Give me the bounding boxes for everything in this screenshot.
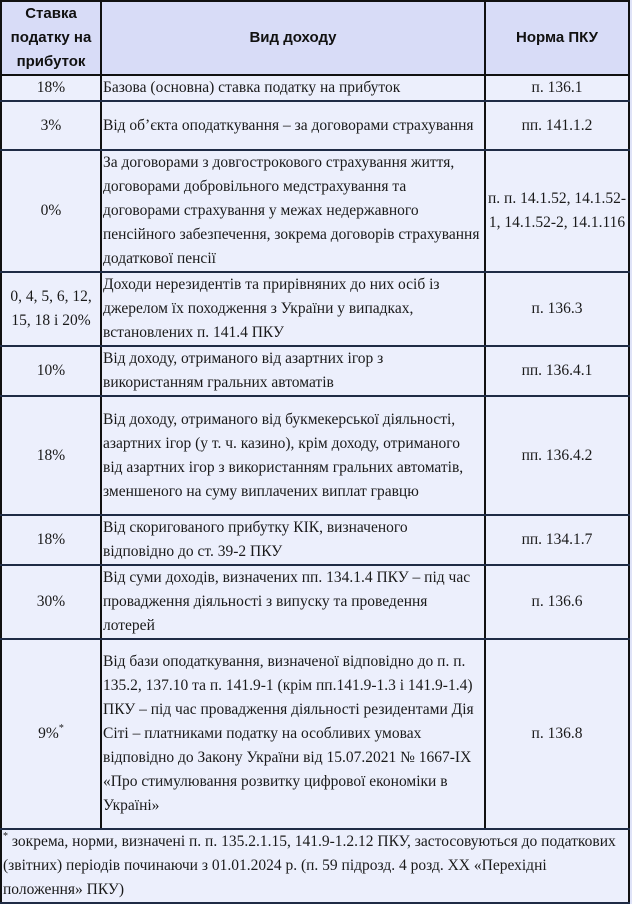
norm-cell: пп. 134.1.7	[485, 515, 629, 565]
income-type-cell: За договорами з довгострокового страхування життя, договорами добровільного медстрахування та договорами страхування у межах недержавного пенсійного забезпечення, зокрема договорів страхування додаткової пенсії	[101, 150, 485, 272]
rate-cell: 18%	[1, 396, 101, 515]
table-row	[1, 396, 629, 515]
table-row	[1, 75, 629, 101]
income-type-cell: Від доходу, отриманого від букмекерської діяльності, азартних ігор (у т. ч. казино), крім доходу, отриманого від азартних ігор з використанням гральних автоматів, зменшеного на суму виплачених виплат гравцю	[101, 396, 485, 515]
table-row	[1, 515, 629, 565]
norm-cell: пп. 141.1.2	[485, 101, 629, 150]
footnote-row	[1, 829, 629, 903]
norm-cell: пп. 136.4.1	[485, 346, 629, 396]
income-type-cell: Від скоригованого прибутку КІК, визначеного відповідно до ст. 39-2 ПКУ	[101, 515, 485, 565]
footnote-cell	[1, 829, 629, 903]
norm-cell: п. п. 14.1.52, 14.1.52-1, 14.1.52-2, 14.1.116	[485, 150, 629, 272]
rate-cell: 18%	[1, 515, 101, 565]
income-type-cell: Від доходу, отриманого від азартних ігор з використанням гральних автоматів	[101, 346, 485, 396]
footnote-text: зокрема, норми, визначені п. п. 135.2.1.15, 141.9-1.2.12 ПКУ, застосовуються до податкових (звітних) періодів починаючи з 01.01.2024 р. (п. 59 підрозд. 4 розд. ХХ «Перехідні положення» ПКУ)	[3, 833, 616, 898]
footnote-mark: *	[58, 723, 64, 734]
header-norm: Норма ПКУ	[485, 1, 629, 75]
table-row	[1, 272, 629, 346]
table-row	[1, 150, 629, 272]
norm-cell: п. 136.8	[485, 639, 629, 829]
rate-cell	[1, 639, 101, 829]
header-income-type: Вид доходу	[101, 1, 485, 75]
income-type-cell: Базова (основна) ставка податку на прибуток	[101, 75, 485, 101]
header-rate: Ставка податку на прибуток	[1, 1, 101, 75]
footnote-mark: *	[3, 831, 8, 842]
income-type-cell: Від суми доходів, визначених пп. 134.1.4 ПКУ – під час провадження діяльності з випуску та проведення лотерей	[101, 565, 485, 639]
income-type-cell: Від об’єкта оподаткування – за договорами страхування	[101, 101, 485, 150]
norm-cell: п. 136.6	[485, 565, 629, 639]
rate-cell: 3%	[1, 101, 101, 150]
rate-value: 9%	[38, 725, 59, 742]
income-type-cell: Доходи нерезидентів та прирівняних до них осіб із джерелом їх походження з України у випадках, встановлених п. 141.4 ПКУ	[101, 272, 485, 346]
table-header-row	[1, 1, 629, 75]
income-type-cell: Від бази оподаткування, визначеної відповідно до п. п. 135.2, 137.10 та п. 141.9-1 (крім пп.141.9-1.3 і 141.9-1.4) ПКУ – під час провадження діяльності резидентами Дія Сіті – платниками податку на особливих умовах відповідно до Закону України від 15.07.2021 № 1667-IX «Про стимулювання розвитку цифрової економіки в Україні»	[101, 639, 485, 829]
norm-cell: пп. 136.4.2	[485, 396, 629, 515]
rate-cell: 0, 4, 5, 6, 12, 15, 18 і 20%	[1, 272, 101, 346]
rate-cell: 30%	[1, 565, 101, 639]
norm-cell: п. 136.3	[485, 272, 629, 346]
table-row	[1, 639, 629, 829]
table-row	[1, 346, 629, 396]
table-row	[1, 565, 629, 639]
rate-cell: 0%	[1, 150, 101, 272]
rate-cell: 18%	[1, 75, 101, 101]
rate-cell: 10%	[1, 346, 101, 396]
table-row	[1, 101, 629, 150]
norm-cell: п. 136.1	[485, 75, 629, 101]
